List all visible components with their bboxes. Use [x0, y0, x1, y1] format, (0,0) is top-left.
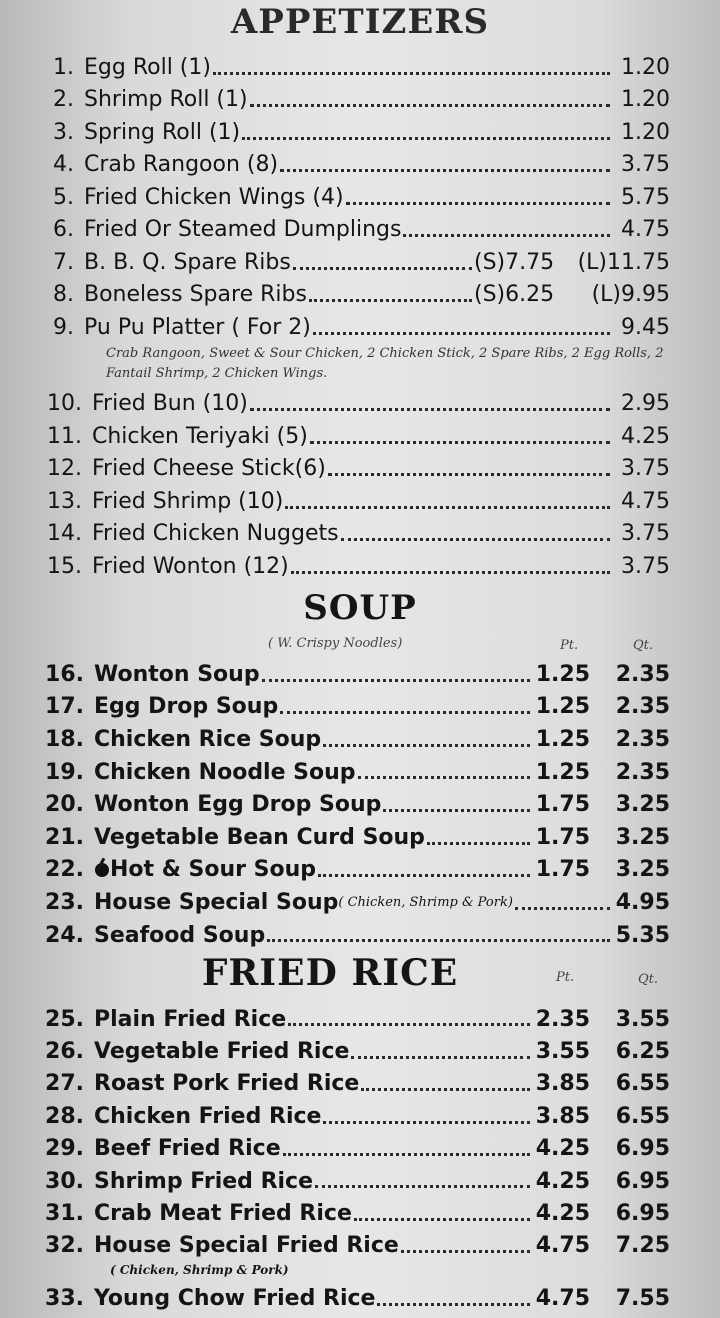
item-name: House Special Soup	[94, 889, 339, 915]
item-price: 4.75	[621, 488, 670, 514]
menu-item-row	[0, 149, 720, 182]
item-name: Chicken Fried Rice	[94, 1103, 322, 1129]
item-number: 25.	[45, 1006, 84, 1032]
soup-list	[0, 658, 720, 951]
price-pint: 1.25	[535, 726, 590, 752]
item-name: Fried Bun (10)	[92, 391, 248, 417]
item-price: 3.75	[621, 553, 670, 579]
item-name: House Special Fried Rice	[94, 1233, 399, 1259]
item-price: 5.75	[621, 184, 670, 210]
item-name: Egg Roll (1)	[84, 54, 211, 80]
item-name: Hot & Sour Soup	[110, 857, 317, 883]
item-price: 3.75	[621, 521, 670, 547]
item-name: Fried Or Steamed Dumplings	[84, 217, 402, 243]
price-quart: 3.55	[615, 1006, 670, 1032]
item-name: Chicken Rice Soup	[94, 726, 322, 752]
soup-note: ( W. Crispy Noodles)	[268, 636, 403, 651]
dot-leader	[280, 711, 530, 714]
item-number: 30.	[45, 1168, 84, 1194]
item-price: 3.75	[621, 152, 670, 178]
dot-leader	[315, 1185, 530, 1188]
dot-leader	[427, 842, 530, 845]
item-name: Fried Cheese Stick(6)	[92, 456, 326, 482]
item-price: 4.95	[615, 889, 670, 915]
item-description: Crab Rangoon, Sweet & Sour Chicken, 2 Chicken Stick, 2 Spare Ribs, 2 Egg Rolls, 2 Fantail Shrimp, 2 Chicken Wings.	[106, 345, 664, 381]
dot-leader	[291, 571, 610, 574]
menu-item-row	[0, 1003, 720, 1035]
dot-leader	[283, 1153, 530, 1156]
price-quart: 2.35	[615, 726, 670, 752]
dot-leader	[323, 744, 530, 747]
item-number: 1.	[53, 54, 74, 80]
item-name: Wonton Egg Drop Soup	[94, 792, 382, 818]
dot-leader	[250, 104, 610, 107]
menu-item-row	[0, 788, 720, 821]
menu-item-row	[0, 84, 720, 117]
price-quart: 6.25	[615, 1039, 670, 1065]
price-pint: 1.25	[535, 694, 590, 720]
item-number: 18.	[45, 726, 84, 752]
item-number: 16.	[45, 661, 84, 687]
item-name: Plain Fried Rice	[94, 1006, 287, 1032]
item-price: 1.20	[621, 54, 670, 80]
menu-item-row	[0, 658, 720, 691]
dot-leader	[354, 1218, 530, 1221]
soup-quart-header: Qt.	[633, 638, 654, 653]
item-number: 24.	[45, 922, 84, 948]
item-number: 11.	[47, 423, 82, 449]
item-name: B. B. Q. Spare Ribs	[84, 249, 291, 275]
item-name: Boneless Spare Ribs	[84, 282, 307, 308]
dot-leader	[310, 441, 610, 444]
soup-pint-header: Pt.	[560, 638, 579, 653]
dot-leader	[351, 1056, 530, 1059]
dot-leader	[341, 538, 610, 541]
price-pint: 4.25	[535, 1136, 590, 1162]
price-pint: 2.35	[535, 1006, 590, 1032]
item-name: Chicken Teriyaki (5)	[92, 423, 308, 449]
price-pint: 1.25	[535, 759, 590, 785]
item-note: ( Chicken, Shrimp & Pork)	[338, 894, 513, 910]
price-quart: 3.25	[615, 857, 670, 883]
item-name: Shrimp Roll (1)	[84, 87, 248, 113]
price-quart: 7.55	[615, 1285, 670, 1311]
price-quart: 7.25	[615, 1233, 670, 1259]
dot-leader	[242, 137, 610, 140]
item-name: Fried Chicken Nuggets	[92, 521, 339, 547]
item-number: 19.	[45, 759, 84, 785]
price-small: (S)6.25	[474, 282, 555, 308]
menu-item-row	[0, 886, 720, 919]
price-pint: 3.85	[535, 1103, 590, 1129]
item-number: 13.	[47, 488, 82, 514]
fried-rice-list	[0, 1003, 720, 1315]
item-name: Pu Pu Platter ( For 2)	[84, 314, 311, 340]
item-name: Chicken Noodle Soup	[94, 759, 356, 785]
price-pint: 1.75	[535, 792, 590, 818]
item-price: 2.95	[621, 391, 670, 417]
dot-leader	[293, 267, 472, 270]
price-quart: 2.35	[615, 694, 670, 720]
item-number: 28.	[45, 1103, 84, 1129]
menu-item-row	[0, 453, 720, 486]
item-price: 1.20	[621, 87, 670, 113]
menu-item-row	[0, 756, 720, 789]
item-name: Young Chow Fried Rice	[94, 1285, 376, 1311]
price-pint: 3.85	[535, 1071, 590, 1097]
item-name: Seafood Soup	[94, 922, 266, 948]
dot-leader	[313, 332, 610, 335]
item-number: 2.	[53, 87, 74, 113]
item-price: 1.20	[621, 119, 670, 145]
item-name: Wonton Soup	[94, 661, 260, 687]
item-name: Vegetable Bean Curd Soup	[94, 824, 425, 850]
menu-item-row	[0, 1230, 720, 1262]
dot-leader	[323, 1121, 530, 1124]
menu-item-row	[0, 550, 720, 583]
fried-rice-quart-header: Qt.	[638, 972, 659, 987]
price-pint: 1.25	[535, 661, 590, 687]
menu-item-row	[0, 854, 720, 887]
price-pint: 1.75	[535, 824, 590, 850]
item-number: 8.	[53, 282, 74, 308]
menu-item-row	[0, 1165, 720, 1197]
item-number: 32.	[45, 1233, 84, 1259]
hot-pepper-icon	[95, 863, 109, 877]
price-pint: 4.75	[535, 1233, 590, 1259]
item-name: Egg Drop Soup	[94, 694, 279, 720]
item-price: 9.45	[621, 314, 670, 340]
dot-leader	[267, 939, 610, 942]
item-number: 27.	[45, 1071, 84, 1097]
menu-item-row	[0, 518, 720, 551]
item-price: 5.35	[615, 922, 670, 948]
menu-item-row	[0, 51, 720, 84]
menu-item-row	[0, 1197, 720, 1229]
item-name: Vegetable Fried Rice	[94, 1039, 350, 1065]
price-pint: 4.25	[535, 1168, 590, 1194]
dot-leader	[280, 169, 610, 172]
dot-leader	[250, 408, 610, 411]
item-number: 12.	[47, 456, 82, 482]
item-name: Roast Pork Fried Rice	[94, 1071, 360, 1097]
dot-leader	[377, 1303, 530, 1306]
item-price: 3.75	[621, 456, 670, 482]
item-name: Shrimp Fried Rice	[94, 1168, 314, 1194]
price-quart: 2.35	[615, 661, 670, 687]
item-price: 4.75	[621, 217, 670, 243]
fried-rice-pint-header: Pt.	[556, 970, 575, 985]
item-price: 4.25	[621, 423, 670, 449]
item-sub-note: ( Chicken, Shrimp & Pork)	[110, 1263, 289, 1278]
item-number: 10.	[47, 391, 82, 417]
price-quart: 6.95	[615, 1136, 670, 1162]
menu-item-row	[0, 420, 720, 453]
menu-item-row	[0, 1133, 720, 1165]
menu-item-row	[0, 279, 720, 312]
item-name: Fried Chicken Wings (4)	[84, 184, 344, 210]
item-name: Fried Shrimp (10)	[92, 488, 284, 514]
appetizers-heading: APPETIZERS	[230, 2, 490, 42]
menu-item-row	[0, 691, 720, 724]
item-name: Crab Meat Fried Rice	[94, 1201, 352, 1227]
menu-item-row	[0, 1282, 720, 1314]
item-number: 7.	[53, 249, 74, 275]
item-name: Crab Rangoon (8)	[84, 152, 279, 178]
price-pint: 1.75	[535, 857, 590, 883]
fried-rice-heading: FRIED RICE	[201, 952, 459, 994]
item-number: 15.	[47, 553, 82, 579]
item-number: 23.	[45, 889, 84, 915]
price-large: (L)11.75	[577, 249, 670, 275]
menu-item-row	[0, 181, 720, 214]
item-name: Fried Wonton (12)	[92, 553, 289, 579]
price-quart: 3.25	[615, 824, 670, 850]
item-number: 6.	[53, 217, 74, 243]
menu-item-row	[0, 311, 720, 344]
menu-item-row	[0, 485, 720, 518]
menu-item-row	[0, 388, 720, 421]
menu-item-row	[0, 1068, 720, 1100]
menu-item-row	[0, 919, 720, 952]
dot-leader	[401, 1250, 530, 1253]
price-quart: 6.95	[615, 1201, 670, 1227]
dot-leader	[288, 1023, 530, 1026]
item-number: 9.	[53, 314, 74, 340]
menu-item-row	[0, 1035, 720, 1067]
dot-leader	[383, 809, 530, 812]
item-number: 33.	[45, 1285, 84, 1311]
item-number: 22.	[45, 857, 84, 883]
item-number: 21.	[45, 824, 84, 850]
price-pint: 4.25	[535, 1201, 590, 1227]
appetizers-list	[0, 51, 720, 583]
dot-leader	[262, 679, 530, 682]
item-name: Beef Fried Rice	[94, 1136, 281, 1162]
item-number: 31.	[45, 1201, 84, 1227]
item-number: 20.	[45, 792, 84, 818]
price-pint: 4.75	[535, 1285, 590, 1311]
menu-item-row	[0, 723, 720, 756]
item-number: 26.	[45, 1039, 84, 1065]
item-number: 14.	[47, 521, 82, 547]
item-number: 5.	[53, 184, 74, 210]
price-quart: 6.55	[615, 1103, 670, 1129]
soup-heading: SOUP	[303, 588, 417, 628]
price-large: (L)9.95	[591, 282, 670, 308]
dot-leader	[318, 874, 530, 877]
dot-leader	[403, 234, 610, 237]
price-quart: 6.95	[615, 1168, 670, 1194]
menu-item-row	[0, 214, 720, 247]
dot-leader	[515, 907, 610, 910]
menu-item-row	[0, 246, 720, 279]
item-number: 17.	[45, 694, 84, 720]
dot-leader	[285, 506, 610, 509]
item-number: 4.	[53, 152, 74, 178]
price-small: (S)7.75	[474, 249, 555, 275]
dot-leader	[361, 1088, 530, 1091]
price-quart: 6.55	[615, 1071, 670, 1097]
dot-leader	[358, 776, 530, 779]
item-number: 29.	[45, 1136, 84, 1162]
price-quart: 2.35	[615, 759, 670, 785]
menu-item-row	[0, 116, 720, 149]
item-name: Spring Roll (1)	[84, 119, 241, 145]
item-number: 3.	[53, 119, 74, 145]
price-quart: 3.25	[615, 792, 670, 818]
menu-item-row	[0, 821, 720, 854]
menu-item-row	[0, 1100, 720, 1132]
price-pint: 3.55	[535, 1039, 590, 1065]
dot-leader	[213, 72, 610, 75]
dot-leader	[309, 299, 472, 302]
dot-leader	[328, 473, 610, 476]
dot-leader	[346, 202, 610, 205]
